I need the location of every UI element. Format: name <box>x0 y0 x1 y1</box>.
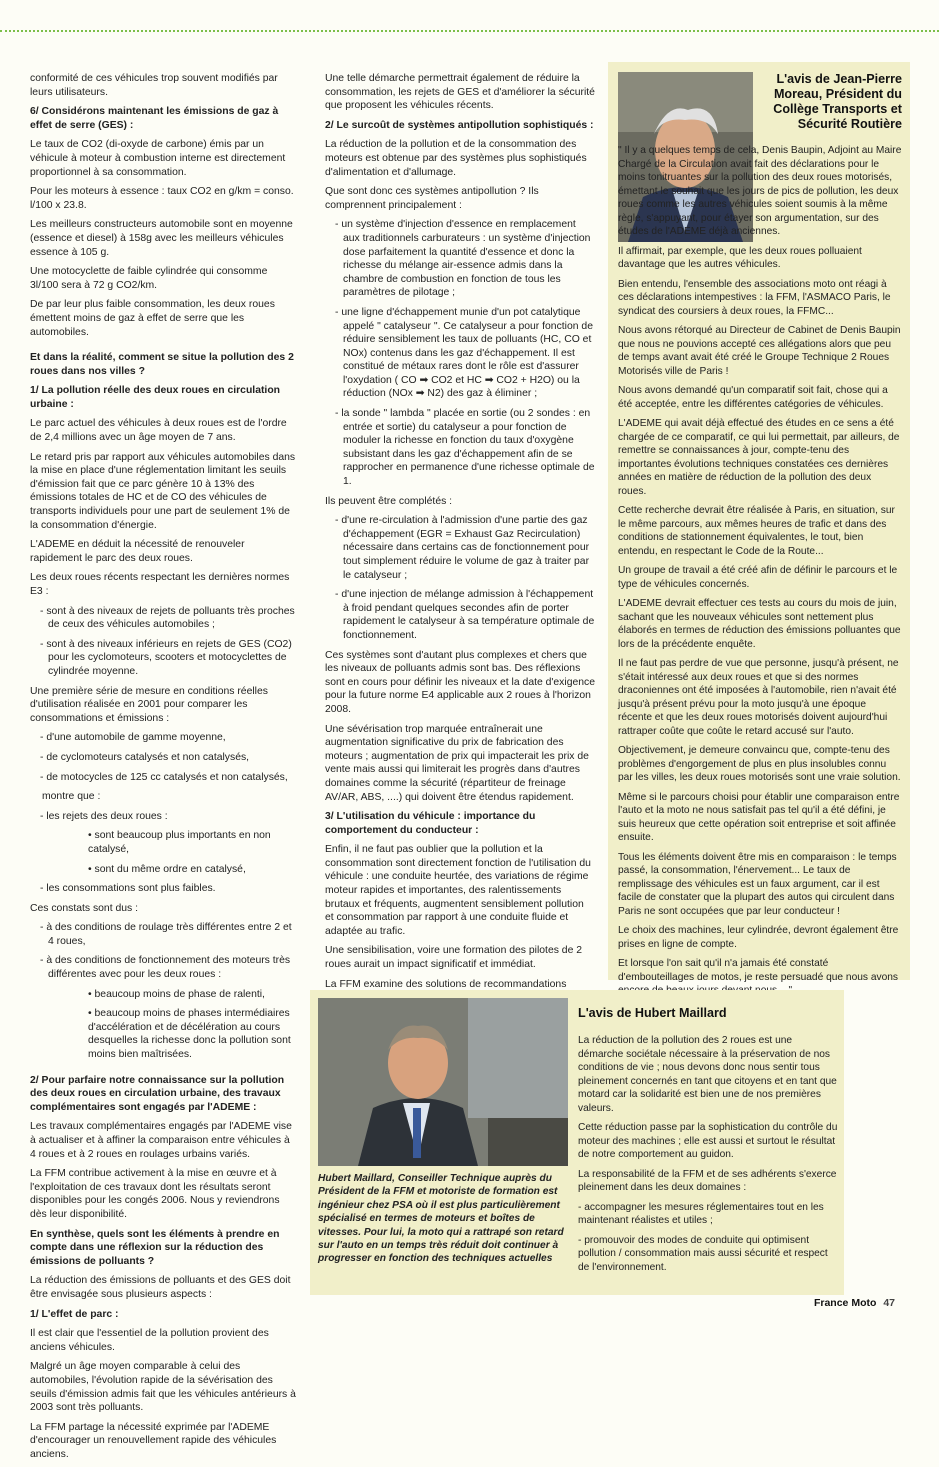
paragraph: Nous avons rétorqué au Directeur de Cabinet de Denis Baupin que nous ne pouvions accepté ces allégations alors que peu de temps avant avait été créé le Groupe Technique 2 Roues Motorisés ville de Paris ! <box>618 325 901 377</box>
page-footer <box>814 1297 895 1309</box>
paragraph: Le parc actuel des véhicules à deux roues est de l'ordre de 2,4 millions avec un âge moyen de 7 ans. <box>30 418 287 444</box>
paragraph: La FFM partage la nécessité exprimée par l'ADEME d'encourager un renouvellement rapide des véhicules anciens. <box>30 1421 277 1460</box>
paragraph: La réduction de la pollution des 2 roues est une démarche sociétale nécessaire à la préservation de nos conditions de vie ; nous devons donc nous sentir tous pleinement concernés en tant que citoyens et en tant que motard car la solidarité est bien une de nos premières valeurs. <box>578 1035 837 1114</box>
interview-box-maillard <box>310 990 844 1295</box>
paragraph: conformité de ces véhicules trop souvent modifiés par leurs utilisateurs. <box>30 73 278 98</box>
photo-caption-maillard: Hubert Maillard, Conseiller Technique auprès du Président de la FFM et motoriste de formation est ingénieur chez PSA où il est plus particulièrement spécialisé en termes de moteurs et boîtes de vitesses. Pour lui, la moto qui a rattrapé son retard sur l'auto en un temps très réduit doit continuer à progresser en fonction des techniques actuelles <box>318 1173 564 1265</box>
top-dotted-rule <box>0 30 939 32</box>
list-item: - de cyclomoteurs catalysés et non catalysés, <box>40 751 250 763</box>
paragraph: L'ADEME devrait effectuer ces tests au cours du mois de juin, sachant que les nouveaux véhicules sont nettement plus élaborés en termes de réduction des émissions polluantes que lors de la précédente enquête. <box>618 598 901 650</box>
column-left <box>30 72 298 1467</box>
section-heading: 2/ Pour parfaire notre connaissance sur la pollution des deux roues en circulation urbaine, des travaux complémentaires sont engagés par l'ADEME : <box>30 1074 285 1113</box>
list-item: • sont beaucoup plus importants en non catalysé, <box>88 830 271 855</box>
paragraph: Et lorsque l'on sait qu'il n'a jamais été constaté d'embouteillages de motos, je reste persuadé que nous avons <box>618 958 899 983</box>
paragraph: - promouvoir des modes de conduite qui optimisent pollution / consommation mais aussi sécurité et respect de l'environnement. <box>578 1234 828 1273</box>
list-item: - de motocycles de 125 cc catalysés et non catalysés, <box>40 771 288 783</box>
paragraph: - accompagner les mesures réglementaires tout en les maintenant réalistes et utiles ; <box>578 1201 824 1226</box>
paragraph: Que sont donc ces systèmes antipollution ? Ils comprennent principalement : <box>325 186 539 211</box>
paragraph: Il ne faut pas perdre de vue que personne, jusqu'à présent, ne s'était intéressé aux deux roues et que si des normes draconiennes ont été imposées à l'automobile, rien n'avait été jusqu'à présent prévu pour la moto jusqu'à une époque récente et que les deux roues motorisés doivent aujourd'hui rattraper coûte que coûte le retard accusé sur l'auto. <box>618 658 899 737</box>
list-item: - un système d'injection d'essence en remplacement aux traditionnels carburateurs : un système d'injection dose parfaitement la quantité d'essence et donc la richesse du mélange air-essence admis dans la chambre de combustion en fonction de tous les paramètres de pilotage ; <box>335 219 591 299</box>
list-item: - sont à des niveaux de rejets de polluants très proches de ceux des véhicules automobiles ; <box>40 605 295 631</box>
paragraph: Une telle démarche permettrait également de réduire la consommation, les rejets de GES et d'améliorer la sécurité que proposent les véhicules récents. <box>325 73 595 112</box>
list-item: - d'une injection de mélange admission à l'échappement à froid pendant quelques secondes afin de porter rapidement le catalyseur à sa température optimale de fonctionnement. <box>335 589 595 641</box>
paragraph: Bien entendu, l'ensemble des associations moto ont réagi à ces déclarations intempestives : la FFM, l'ASMACO Paris, le syndicat des coursiers à deux roues, la FFMC... <box>618 278 891 317</box>
paragraph: Ils peuvent être complétés : <box>325 495 453 507</box>
section-heading: En synthèse, quels sont les éléments à prendre en compte dans une réflexion sur la réduction des émissions de polluants ? <box>30 1228 280 1267</box>
paragraph: Ces constats sont dus : <box>30 902 139 914</box>
paragraph: Le choix des machines, leur cylindrée, devront également être prises en ligne de compte. <box>618 925 899 950</box>
paragraph: La FFM contribue activement à la mise en œuvre et à l'exploitation de ces travaux dont les résultats seront disponibles pour les congés 2006. Nous y reviendrons dès leur disponibilité. <box>30 1168 280 1220</box>
paragraph: Une sensibilisation, voire une formation des pilotes de 2 roues aurait un impact significatif et immédiat. <box>325 945 583 971</box>
interview-box-moreau <box>608 62 910 983</box>
paragraph: Le taux de CO2 (di-oxyde de carbone) émis par un véhicule à moteur à combustion interne est directement proportionnel à sa consommation. <box>30 139 286 178</box>
paragraph: Même si le parcours choisi pour établir une comparaison entre l'auto et la moto ne nous satisfait pas tel qu'il a été défini, je suis heureux que cette opération soit entreprise et soit affinée ensuite. <box>618 791 900 843</box>
list-item: • beaucoup moins de phases intermédiaires d'accélération et de décélération au cours desquelles la richesse donc la pollution sont moins bien maîtrisées. <box>88 1008 291 1061</box>
list-item: montre que : <box>42 791 101 803</box>
list-item: - la sonde " lambda " placée en sortie (ou 2 sondes : en entrée et sortie) du catalyseur a pour fonction de moduler la richesse en fonction du taux d'oxygène subsistant dans les gaz d'échappement afin de se rapprocher en permanence d'une richesse optimale de 1. <box>335 408 595 488</box>
list-item: • sont du même ordre en catalysé, <box>88 863 246 875</box>
paragraph: Pour les moteurs à essence : taux CO2 en g/km = conso. l/100 x 23.8. <box>30 186 294 211</box>
paragraph: Les travaux complémentaires engagés par l'ADEME vise à actualiser et à affiner la comparaison entre véhicules à 4 roues et à 2 roues en roulages urbains variés. <box>30 1121 292 1160</box>
paragraph: Ces systèmes sont d'autant plus complexes et chers que les niveaux de polluants admis sont bas. Des réflexions sont en cours pour définir les niveaux et la date d'exigence pour la future norme E4 applicable aux 2 roues à l'horizon 2008. <box>325 649 595 715</box>
paragraph: Cette recherche devrait être réalisée à Paris, en situation, sur le même parcours, aux mêmes heures de trafic et dans des conditions de stationnement équivalentes, le tout, bien entendu, en respectant le Code de la Route... <box>618 505 895 557</box>
paragraph: Enfin, il ne faut pas oublier que la pollution et la consommation sont directement fonction de l'utilisation du véhicule : une conduite heurtée, des variations de régime moteur rapides et importantes, des ralentissements brutaux et fréquents, augmentent sensiblement pollution et consommation par rapport à une conduite fluide et adaptée au trafic. <box>325 844 591 937</box>
section-heading: 6/ Considérons maintenant les émissions de gaz à effet de serre (GES) : <box>30 106 279 131</box>
paragraph: De par leur plus faible consommation, les deux roues émettent moins de gaz à effet de serre que les automobiles. <box>30 299 275 338</box>
box-title-maillard: L'avis de Hubert Maillard <box>578 1006 727 1020</box>
portrait-illustration <box>318 998 568 1166</box>
list-item: - à des conditions de roulage très différentes entre 2 et 4 roues, <box>40 922 292 947</box>
paragraph: Nous avons demandé qu'un comparatif soit fait, chose qui a été acceptée, entre les différentes catégories de véhicules. <box>618 385 888 410</box>
paragraph: Les meilleurs constructeurs automobile sont en moyenne (essence et diesel) à 158g avec les meilleurs véhicules essence à 105 g. <box>30 219 293 258</box>
paragraph: Il est clair que l'essentiel de la pollution provient des anciens véhicules. <box>30 1328 269 1353</box>
list-item: - d'une re-circulation à l'admission d'une partie des gaz d'échappement (EGR = Exhaust Gaz Recirculation) nécessaire dans certains cas de fonctionnement pour tout simplement réduire le volume de gaz à traiter par le catalyseur ; <box>335 515 590 581</box>
paragraph: " Il y a quelques temps de cela, Denis Baupin, Adjoint au Maire Chargé de la Circulation avait fait des déclarations pour le moins tonitruantes sur la pollution des deux roues motorisés, émettant le souhait que les jours de pics de pollution, les deux roues comme les autres véhicules soient soumis à la même règle, s'appuyant, pour étayer son argumentation, sur des études de l'ADEME déjà anciennes. <box>618 145 902 237</box>
paragraph: La réduction de la pollution et de la consommation des moteurs est obtenue par des systèmes plus sophistiqués d'alimentation et d'allumage. <box>325 139 587 178</box>
paragraph: L'ADEME qui avait déjà effectué des études en ce sens a été chargée de ce comparatif, ce qui lui permettait, par ailleurs, de remettre se connaissances à jour, compte-tenu des importantes évolutions techniques constatées ces dernières années en matière de réduction de la pollution des deux roues. <box>618 418 900 497</box>
magazine-name: France Moto <box>813 1297 877 1309</box>
paragraph: L'ADEME en déduit la nécessité de renouveler rapidement le parc des deux roues. <box>30 539 245 564</box>
paragraph: Cette réduction passe par la sophistication du contrôle du moteur des machines ; elle est aussi et surtout le résultat de notre comportement au guidon. <box>578 1122 838 1160</box>
paragraph: Un groupe de travail a été créé afin de définir le parcours et le type de véhicules concernés. <box>618 565 898 590</box>
list-item: - les rejets des deux roues : <box>40 810 168 822</box>
paragraph: La FFM examine des solutions de recommandations <box>325 978 567 990</box>
column-middle <box>325 72 595 1044</box>
section-heading: 1/ L'effet de parc : <box>30 1308 119 1320</box>
paragraph: La responsabilité de la FFM et de ses adhérents s'exerce pleinement dans les deux domaines : <box>578 1168 837 1193</box>
list-item: - à des conditions de fonctionnement des moteurs très différentes avec pour les deux roues : <box>40 955 291 981</box>
paragraph: Une première série de mesure en conditions réelles d'utilisation réalisée en 2001 pour comparer les consommations et émissions : <box>30 685 268 724</box>
box-body-maillard <box>578 1034 840 1280</box>
list-item: - une ligne d'échappement munie d'un pot catalytique appelé " catalyseur ". Ce catalyseur a pour fonction de réduire sensiblement les taux de polluants (HC, CO et NOx) contenus dans les gaz d'échappement. Il est constitué de métaux rares dont le rôle est d'assurer l'oxydation ( CO ➡ CO2 et HC ➡ CO2 + H2O) ou la réduction (NOx ➡ N2) des gaz à éliminer ; <box>335 306 593 400</box>
paragraph: Il affirmait, par exemple, que les deux roues polluaient davantage que les autres véhicules. <box>618 245 862 270</box>
paragraph: Le retard pris par rapport aux véhicules automobiles dans la mise en place d'une réglementation limitant les seuils d'émission fait que ce parc génère 10 à 13% des émissions totales de HC et de CO des véhicules de transports individuels pour une part de seulement 1% de la consommation d'énergie. <box>30 451 296 531</box>
page-number: 47 <box>883 1297 895 1309</box>
list-item: - sont à des niveaux inférieurs en rejets de GES (CO2) pour les cyclomoteurs, scooters et motocyclettes de cylindrée moyenne. <box>40 638 292 677</box>
paragraph: La réduction des émissions de polluants et des GES doit être envisagée sous plusieurs aspects : <box>30 1275 291 1300</box>
section-heading: 1/ La pollution réelle des deux roues en circulation urbaine : <box>30 385 281 410</box>
portrait-photo-maillard <box>318 998 568 1166</box>
section-heading: 3/ L'utilisation du véhicule : importance du comportement du conducteur : <box>325 811 536 836</box>
box-body-moreau <box>618 144 902 1004</box>
paragraph: Une sévérisation trop marquée entraînerait une augmentation significative du prix de fabrication des moteurs ; augmentation de prix qui impacterait les prix de vente mais aussi qui limiterait les progrès dans d'autres domaines comme la sécurité (répartiteur de freinage AV/AR, ABS, ....) qui doivent être étendus rapidement. <box>325 723 589 803</box>
box-title-moreau: L'avis de Jean-Pierre Moreau, Président du Collège Transports et Sécurité Routière <box>773 72 902 131</box>
paragraph: Tous les éléments doivent être mis en comparaison : le temps passé, la consommation, l'énervement... Le taux de remplissage des véhicules est un faux argument, car il est facile de constater que la plupart des autos qui circulent dans Paris ne sont occupées que par leur conducteur ! <box>618 851 897 917</box>
paragraph: Les deux roues récents respectant les dernières normes E3 : <box>30 572 290 597</box>
list-item: - d'une automobile de gamme moyenne, <box>40 732 226 744</box>
section-heading: 2/ Le surcoût de systèmes antipollution sophistiqués : <box>325 119 594 131</box>
paragraph: Objectivement, je demeure convaincu que, compte-tenu des problèmes d'engorgement de plus en plus insolubles connu par les villes, les deux roues motorisés sont une vraie solution. <box>618 745 901 783</box>
section-heading: Et dans la réalité, comment se situe la pollution des 2 roues dans nos villes ? <box>30 352 294 377</box>
paragraph: Malgré un âge moyen comparable à celui des automobiles, l'évolution rapide de la sévérisation des seuils d'émission admis fait que les véhicules antérieurs à 2003 sont très polluants. <box>30 1361 296 1414</box>
paragraph: Une motocyclette de faible cylindrée qui consomme 3l/100 sera à 72 g CO2/km. <box>30 266 268 291</box>
list-item: • beaucoup moins de phase de ralenti, <box>88 988 265 1000</box>
list-item: - les consommations sont plus faibles. <box>40 883 216 895</box>
